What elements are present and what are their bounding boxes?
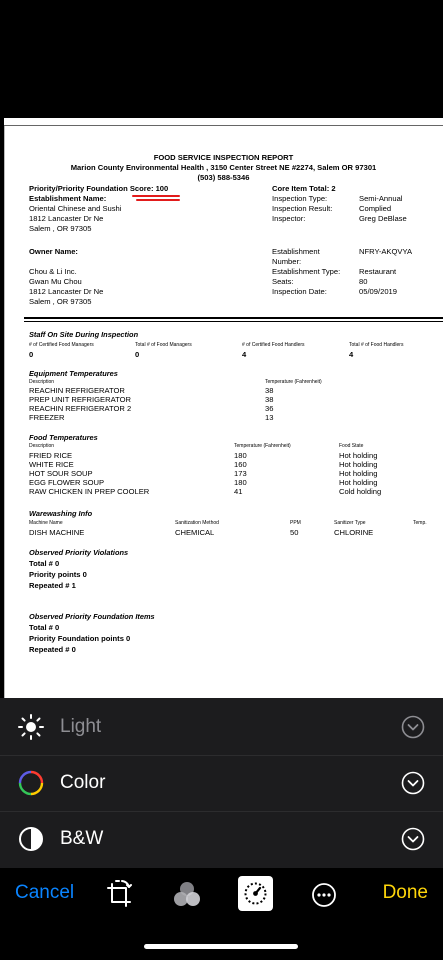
chevron-down-icon[interactable]: [401, 827, 425, 851]
home-indicator[interactable]: [144, 944, 298, 949]
warewashing-col-method: Sanitization Method: [175, 520, 219, 526]
staff-heading: Staff On Site During Inspection: [29, 330, 139, 339]
foundation-points: Priority Foundation points 0: [29, 634, 131, 643]
inspector: Greg DeBlase: [359, 214, 407, 223]
food-row: WHITE RICE: [29, 460, 74, 469]
staff-col-3: # of Certified Food Handlers: [242, 342, 305, 348]
inspection-result: Complied: [359, 204, 392, 213]
est-number: NFRY-AKQVYA: [359, 247, 413, 256]
done-button[interactable]: Done: [382, 882, 428, 903]
est-number-label-2: Number:: [272, 257, 302, 266]
color-row[interactable]: [0, 755, 443, 811]
equipment-row: PREP UNIT REFRIGERATOR: [29, 395, 131, 404]
color-label: Color: [60, 772, 106, 793]
equipment-temp: 13: [265, 413, 274, 422]
staff-val-4: 4: [349, 350, 354, 359]
report-agency: Marion County Environmental Health , 3150 Center Street NE #2274, Salem OR 97301: [70, 163, 377, 172]
warewashing-col-machine: Machine Name: [29, 520, 63, 526]
color-wheel-icon: [18, 770, 44, 796]
report-title: FOOD SERVICE INSPECTION REPORT: [153, 153, 294, 162]
food-heading: Food Temperatures: [29, 433, 98, 442]
light-row[interactable]: [0, 699, 443, 755]
owner-label: Owner Name:: [29, 247, 78, 256]
filters-icon[interactable]: [170, 878, 204, 912]
inspection-type-label: Inspection Type:: [272, 194, 328, 203]
sun-icon: [18, 714, 44, 740]
seats-label: Seats:: [272, 277, 294, 286]
equipment-temp: 38: [265, 386, 274, 395]
establishment-name-label: Establishment Name:: [29, 194, 107, 203]
food-row: EGG FLOWER SOUP: [29, 478, 105, 487]
equipment-row: REACHIN REFRIGERATOR: [29, 386, 125, 395]
warewashing-type: CHLORINE: [334, 528, 374, 537]
food-temp: 180: [234, 478, 247, 487]
establishment-address-1: 1812 Lancaster Dr Ne: [29, 214, 104, 223]
equipment-row: REACHIN REFRIGERATOR 2: [29, 404, 132, 413]
warewashing-col-type: Sanitizer Type: [334, 520, 366, 526]
warewashing-heading: Warewashing Info: [29, 509, 93, 518]
warewashing-method: CHEMICAL: [175, 528, 215, 537]
foundation-heading: Observed Priority Foundation Items: [29, 612, 155, 621]
violations-points: Priority points 0: [29, 570, 87, 579]
food-temp: 180: [234, 451, 247, 460]
core-item-total: Core Item Total: 2: [272, 184, 336, 193]
owner-address-1: 1812 Lancaster Dr Ne: [29, 287, 104, 296]
inspection-date-label: Inspection Date:: [272, 287, 327, 296]
food-temp: 41: [234, 487, 243, 496]
establishment-address-2: Salem , OR 97305: [29, 224, 92, 233]
violations-heading: Observed Priority Violations: [29, 548, 129, 557]
est-number-label-1: Establishment: [272, 247, 320, 256]
food-state: Hot holding: [339, 469, 378, 478]
equipment-heading: Equipment Temperatures: [29, 369, 118, 378]
chevron-down-icon[interactable]: [401, 771, 425, 795]
half-circle-icon: [18, 826, 44, 852]
inspection-type: Semi-Annual: [359, 194, 403, 203]
score-label: Priority/Priority Foundation Score: 100: [29, 184, 169, 193]
equipment-row: FREEZER: [29, 413, 65, 422]
page-top-edge: [4, 118, 443, 126]
food-col-desc: Description: [29, 443, 55, 449]
violations-repeated: Repeated # 1: [29, 581, 76, 590]
light-label: Light: [60, 716, 102, 737]
cancel-button[interactable]: Cancel: [15, 882, 75, 903]
food-col-state: Food State: [339, 443, 364, 449]
equipment-col-desc: Description: [29, 379, 55, 385]
owner-address-2: Salem , OR 97305: [29, 297, 92, 306]
food-temp: 173: [234, 469, 247, 478]
food-state: Hot holding: [339, 478, 378, 487]
staff-val-2: 0: [135, 350, 140, 359]
staff-col-1: # of Certified Food Managers: [29, 342, 94, 348]
warewashing-col-ppm: PPM: [290, 520, 301, 526]
staff-col-4: Total # of Food Handlers: [349, 342, 404, 348]
crop-rotate-icon[interactable]: [102, 878, 136, 912]
divider-thin: [24, 321, 443, 322]
food-state: Hot holding: [339, 460, 378, 469]
equipment-temp: 38: [265, 395, 274, 404]
more-icon[interactable]: [307, 878, 341, 912]
food-row: RAW CHICKEN IN PREP COOLER: [29, 487, 150, 496]
staff-val-3: 4: [242, 350, 247, 359]
owner-person: Gwan Mu Chou: [29, 277, 82, 286]
food-state: Cold holding: [339, 487, 382, 496]
inspector-label: Inspector:: [272, 214, 306, 223]
food-row: HOT SOUR SOUP: [29, 469, 93, 478]
staff-val-1: 0: [29, 350, 34, 359]
est-type-label: Establishment Type:: [272, 267, 341, 276]
document-preview: [4, 118, 443, 698]
divider-thick: [24, 317, 443, 319]
foundation-total: Total # 0: [29, 623, 60, 632]
adjust-dial-icon[interactable]: [238, 876, 273, 911]
warewashing-machine: DISH MACHINE: [29, 528, 85, 537]
est-type: Restaurant: [359, 267, 397, 276]
equipment-temp: 36: [265, 404, 274, 413]
staff-col-2: Total # of Food Managers: [135, 342, 192, 348]
bw-row[interactable]: [0, 811, 443, 867]
red-underline-1: [132, 195, 180, 197]
owner-name: Chou & Li Inc.: [29, 267, 77, 276]
foundation-repeated: Repeated # 0: [29, 645, 76, 654]
bw-label: B&W: [60, 828, 104, 849]
warewashing-col-temp: Temp.: [413, 520, 427, 526]
food-temp: 160: [234, 460, 247, 469]
warewashing-ppm: 50: [290, 528, 299, 537]
adjust-panel: [0, 698, 443, 868]
chevron-down-icon[interactable]: [401, 715, 425, 739]
page-left-edge: [4, 126, 5, 698]
establishment-name: Oriental Chinese and Sushi: [29, 204, 122, 213]
food-col-temp: Temperature (Fahrenheit): [234, 443, 291, 449]
violations-total: Total # 0: [29, 559, 60, 568]
equipment-col-temp: Temperature (Fahrenheit): [265, 379, 322, 385]
food-row: FRIED RICE: [29, 451, 73, 460]
seats: 80: [359, 277, 368, 286]
red-underline-2: [136, 199, 180, 201]
food-state: Hot holding: [339, 451, 378, 460]
inspection-date: 05/09/2019: [359, 287, 398, 296]
inspection-result-label: Inspection Result:: [272, 204, 333, 213]
report-phone: (503) 588-5346: [197, 173, 250, 182]
